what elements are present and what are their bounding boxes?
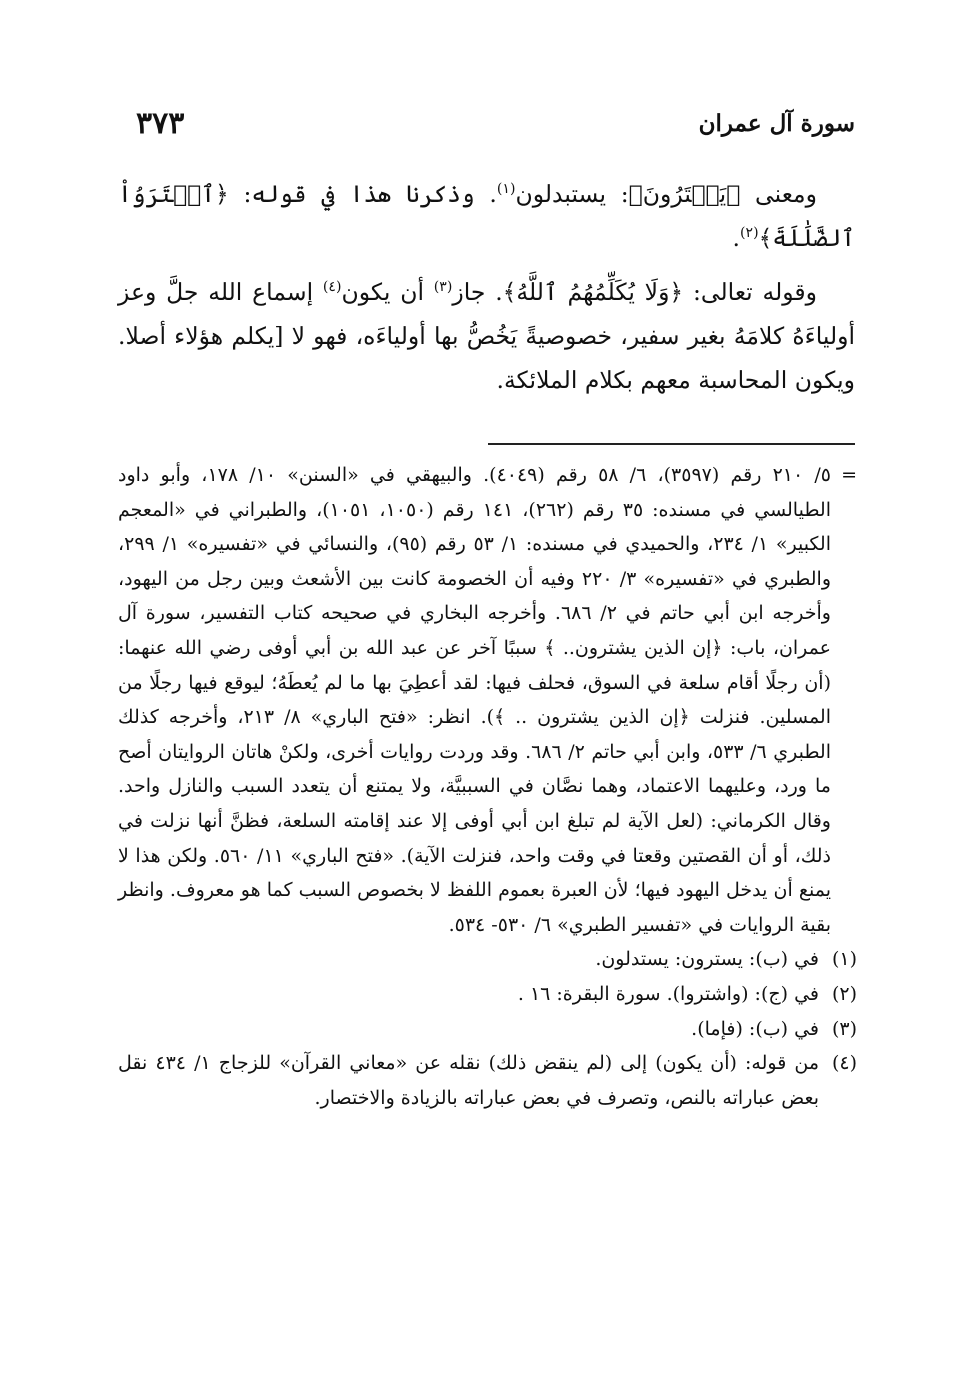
continuation-mark: = — [841, 464, 857, 486]
footnote-4 — [118, 1046, 857, 1115]
footnote-1 — [118, 942, 857, 977]
footnote-number: (٣) — [831, 1017, 857, 1040]
main-text — [118, 172, 855, 402]
footnote-3 — [118, 1012, 857, 1047]
footnote-ref-1: (١) — [496, 181, 516, 198]
p1-text-1: ومعنى ﴿يَشۡتَرُونَ﴾: يستبدلون — [515, 180, 817, 208]
footnote-text: من قوله: (أن يكون) إلى (لم ينقض ذلك) نقله عن «معاني القرآن» للزجاج ١/ ٤٣٤ نقل بعض عباراته بالنص، وتصرف في بعض عباراته بالزيادة والاختصار. — [118, 1052, 820, 1109]
footnote-number: (٤) — [831, 1052, 857, 1075]
footnotes — [118, 458, 857, 1115]
footnote-ref-2: (٢) — [740, 225, 759, 242]
p1-text-3: . — [732, 224, 741, 252]
footnote-continuation — [118, 458, 857, 942]
footnote-separator — [488, 443, 855, 445]
footnote-text: في (ب): يسترون: يستدلون. — [595, 948, 819, 971]
p2-text-3: إسماع الله جلَّ وعز أولياءَهُ كلامَهُ بغير سفير، خصوصيةً يَخُصُّ بها أولياءَه، فهو لا [يكلم هؤلاء أصلا. ويكون المحاسبة معهم بكلام الملائكة. — [118, 278, 855, 394]
footnote-2 — [118, 977, 857, 1012]
p1-text-2: . وذكرنا هذا في قوله: ﴿ٱشۡتَرَوُاْ ٱلضَّلَٰلَةَ﴾ — [118, 180, 855, 252]
surah-title: سورة آل عمران — [698, 110, 855, 137]
footnote-number: (٢) — [831, 982, 857, 1005]
continuation-text: ٥/ ٢١٠ رقم (٣٥٩٧)، ٦/ ٥٨ رقم (٤٠٤٩). والبيهقي في «السنن» ١٠/ ١٧٨، وأبو داود الطيالسي في مسنده: ٣٥ رقم (٢٦٢)، ١٤١ رقم (١٠٥٠، ١٠٥١)، والطبراني في «المعجم الكبير» ١/ ٢٣٤، والحميدي في مسنده: ١/ ٥٣ رقم (٩٥)، والنسائي في «تفسيره» ١/ ٢٩٩، والطبري في «تفسيره» ٣/ ٢٢٠ وفيه أن الخصومة كانت بين الأشعث وبين رجل من اليهود، وأخرجه ابن أبي حاتم في ٢/ ٦٨٦. وأخرجه البخاري في صحيحه كتاب التفسير، سورة آل عمران، باب: ﴿إن الذين يشترون.. ﴾ سببًا آخر عن عبد الله بن أبي أوفى رضي الله عنهما: (أن رجلًا أقام سلعة في السوق، فحلف فيها: لقد أعطِيَ بها ما لم يُعطَهُ؛ ليوقع فيها رجلًا من المسلين. فنزلت ﴿إن الذين يشترون .. ﴾). انظر: «فتح الباري» ٨/ ٢١٣، وأخرجه كذلك الطبري ٦/ ٥٣٣، وابن أبي حاتم ٢/ ٦٨٦. وقد وردت روايات أخرى، ولكنْ هاتان الروايتان أصح ما ورد، وعليهما الاعتماد، وهما نصَّان في السببيَّة، ولا يمتنع أن يتعدد السبب والنازل واحد. وقال الكرماني: (لعل الآية لم تبلغ ابن أبي أوفى إلا عند إقامته السلعة، فظنَّ أنها نزلت في ذلك، أو أن القصتين وقعتا في وقت واحد، فنزلت الآية). «فتح الباري» ١١/ ٥٦٠. ولكن هذا لا يمنع أن يدخل اليهود فيها؛ لأن العبرة بعموم اللفظ لا بخصوص السبب كما هو معروف. وانظر بقية الروايات في «تفسير الطبري» ٦/ ٥٣٠- ٥٣٤. — [118, 464, 832, 936]
footnote-text: في (ج): (واشتروا). سورة البقرة: ١٦ . — [517, 982, 819, 1005]
page-number: ٣٧٣ — [136, 106, 185, 141]
p2-text-1: وقوله تعالى: ﴿وَلَا يُكَلِّمُهُمُ ٱللَّهُ﴾. جاز — [452, 278, 817, 306]
paragraph-1 — [118, 172, 855, 260]
p2-text-2: أن يكون — [341, 278, 434, 306]
paragraph-2 — [118, 270, 855, 402]
page-header — [120, 106, 855, 146]
footnote-ref-4: (٤) — [322, 279, 342, 296]
footnote-number: (١) — [831, 948, 857, 971]
footnote-ref-3: (٣) — [433, 279, 453, 296]
footnote-text: في (ب): (فإما). — [691, 1017, 819, 1040]
